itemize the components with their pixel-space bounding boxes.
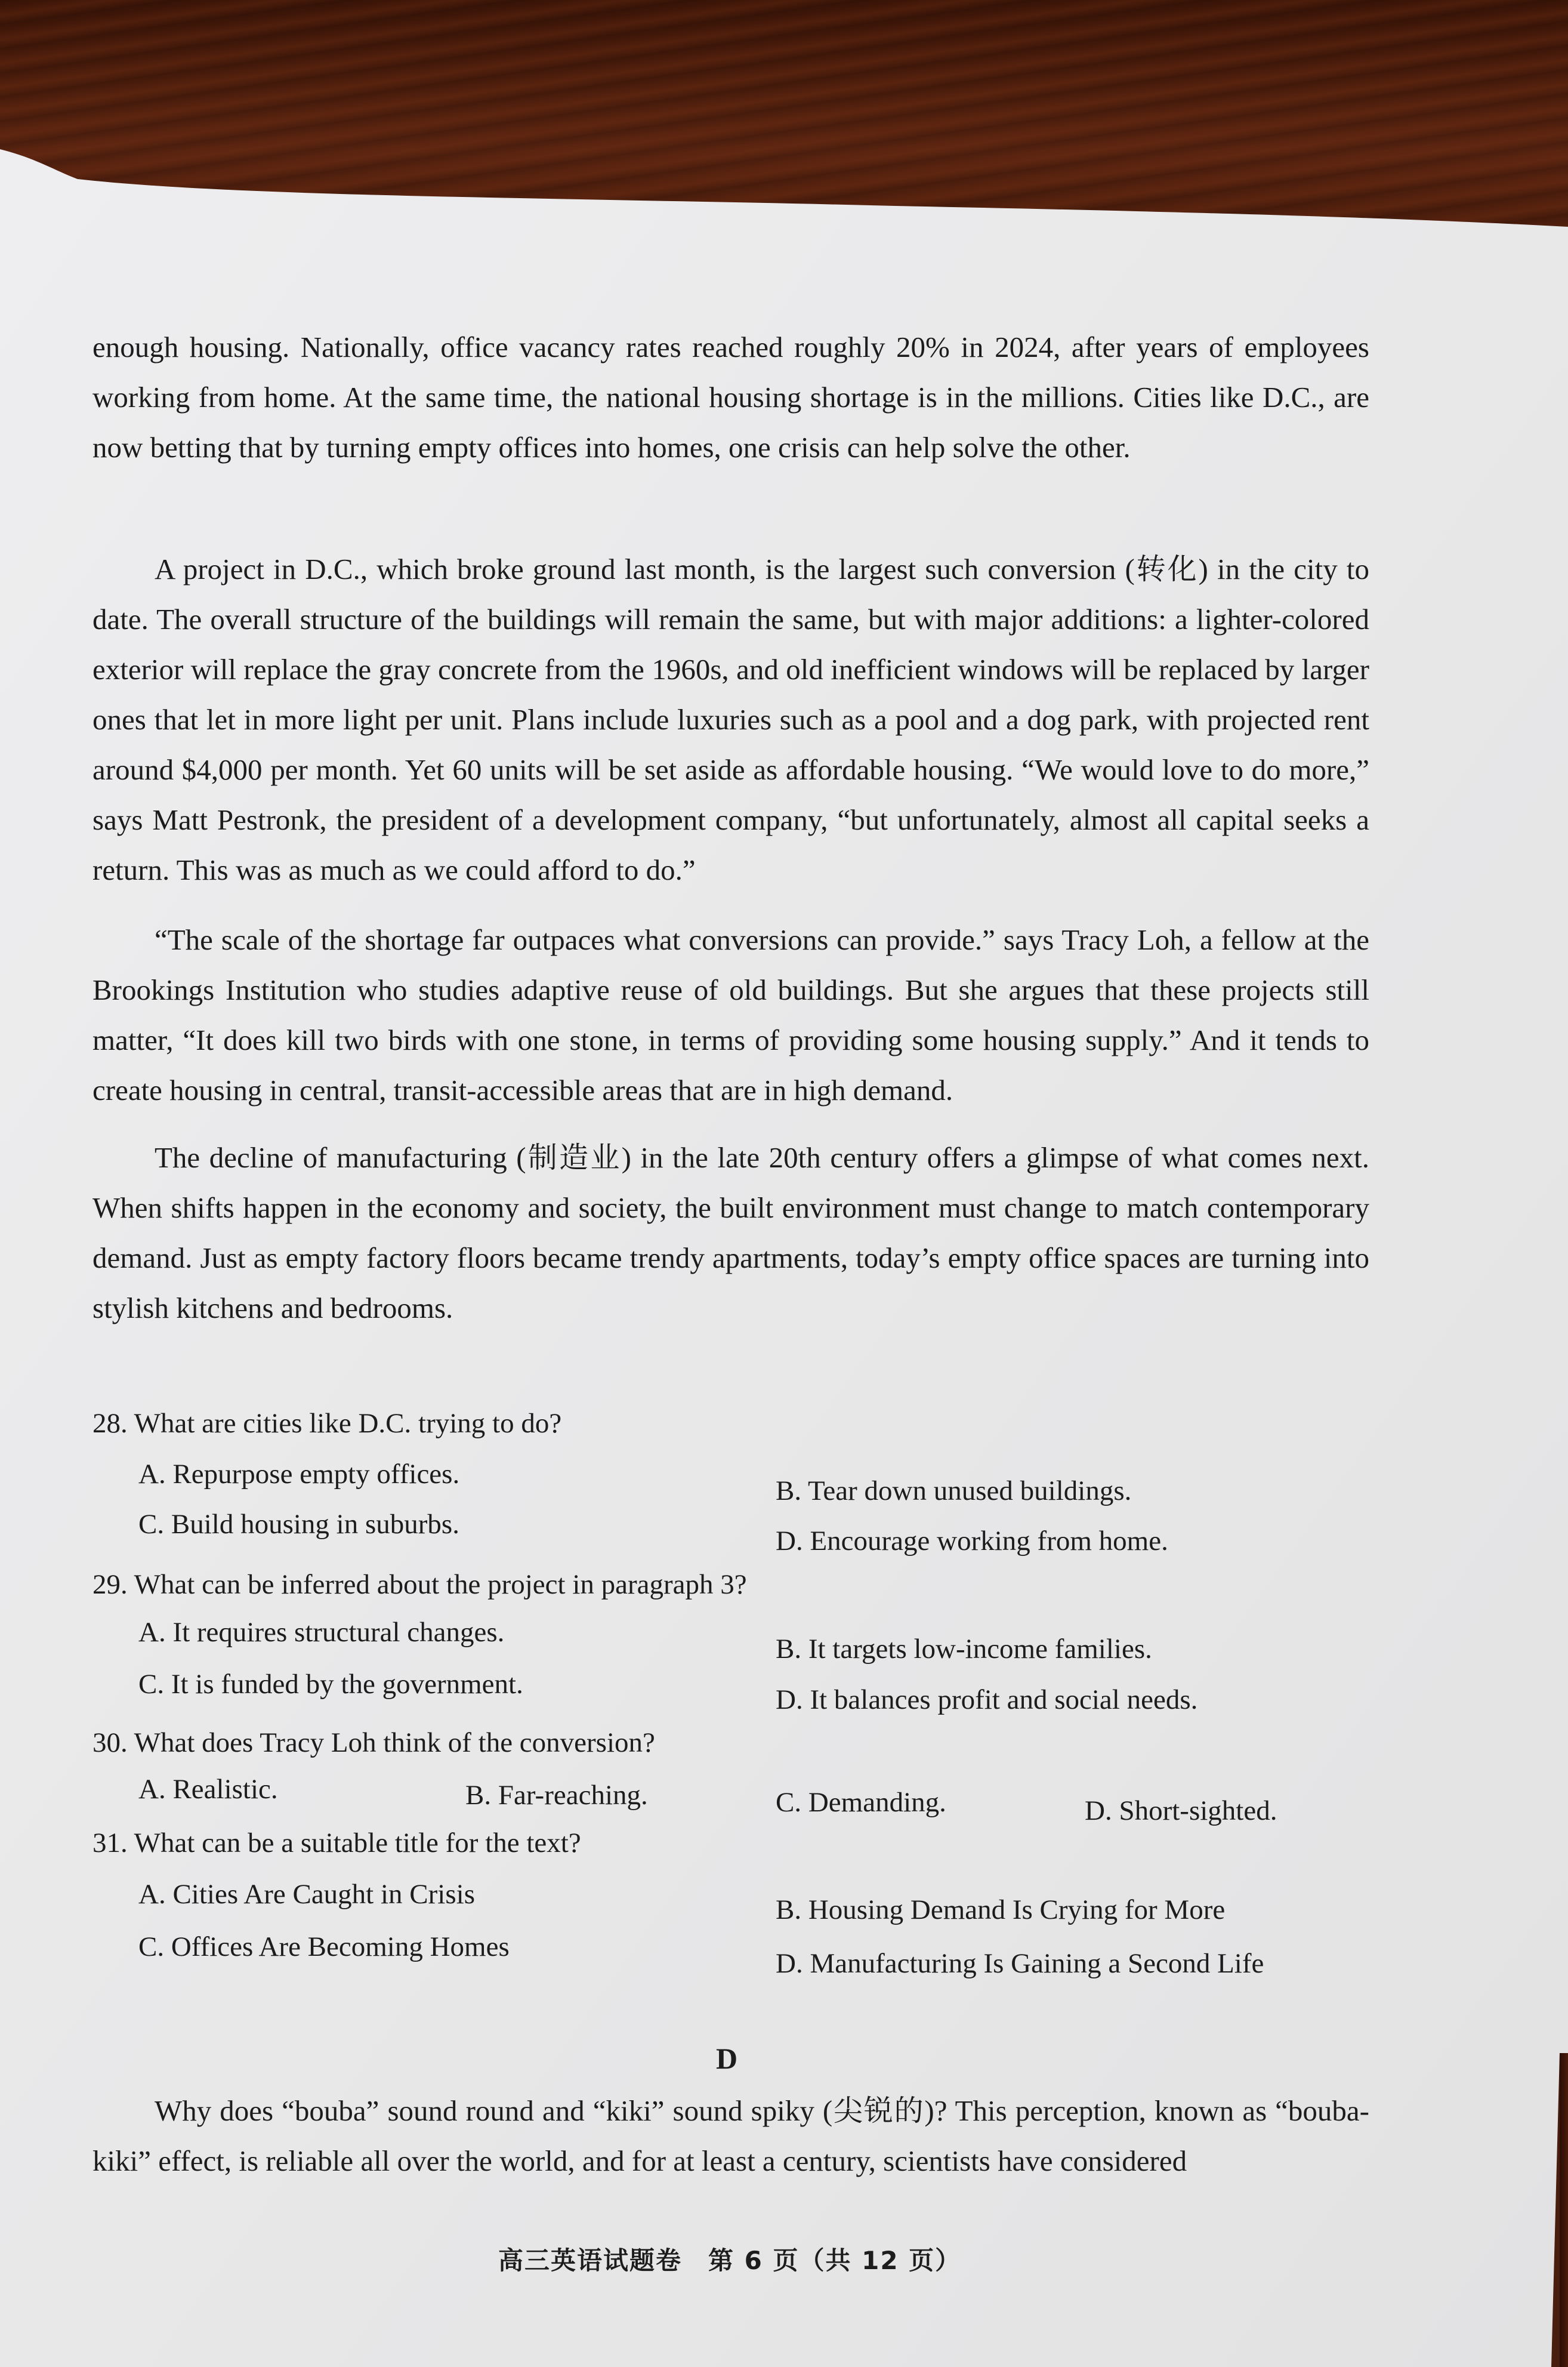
question-29-option-a[interactable]: A. It requires structural changes. xyxy=(138,1617,505,1648)
question-29-option-c[interactable]: C. It is funded by the government. xyxy=(138,1669,523,1700)
passage-d-heading: D xyxy=(716,2042,738,2075)
question-30-option-d[interactable]: D. Short-sighted. xyxy=(1085,1795,1277,1826)
question-28-option-b[interactable]: B. Tear down unused buildings. xyxy=(776,1475,1132,1506)
question-31-option-d[interactable]: D. Manufacturing Is Gaining a Second Life xyxy=(776,1948,1264,1979)
question-30-stem: 30. What does Tracy Loh think of the conversion? xyxy=(92,1727,655,1758)
question-30-option-c[interactable]: C. Demanding. xyxy=(776,1787,946,1818)
question-28-option-d[interactable]: D. Encourage working from home. xyxy=(776,1525,1168,1557)
passage-c-paragraph-4: The decline of manufacturing (制造业) in the late 20th century offers a glimpse of what comes next. When shifts happen in the economy and society, the built environment must change to match contemporary demand. Just as empty factory floors became trendy apartments, today’s empty office spaces are turning into stylish kitchens and bedrooms. xyxy=(92,1141,1369,1324)
question-31-option-b[interactable]: B. Housing Demand Is Crying for More xyxy=(776,1894,1226,1925)
question-29-option-d[interactable]: D. It balances profit and social needs. xyxy=(776,1684,1198,1715)
question-30-option-b[interactable]: B. Far-reaching. xyxy=(465,1780,648,1811)
question-28-option-a[interactable]: A. Repurpose empty offices. xyxy=(138,1459,460,1490)
passage-c-paragraph-1: enough housing. Nationally, office vacancy rates reached roughly 20% in 2024, after years of employees working from home. At the same time, the national housing shortage is in the millions. Cities like D.C., are now betting that by turning empty offices into homes, one crisis can help solve the other. xyxy=(92,331,1369,464)
page-footer: 高三英语试题卷 第 6 页（共 12 页） xyxy=(498,2246,962,2275)
question-28-stem: 28. What are cities like D.C. trying to do? xyxy=(92,1408,562,1439)
question-28-option-c[interactable]: C. Build housing in suburbs. xyxy=(138,1509,459,1540)
question-29-stem: 29. What can be inferred about the project in paragraph 3? xyxy=(92,1569,747,1600)
passage-d-paragraph-1: Why does “bouba” sound round and “kiki” sound spiky (尖锐的)? This perception, known as “bouba-kiki” effect, is reliable all over the world, and for at least a century, scientists have considered xyxy=(92,2094,1369,2177)
passage-c-paragraph-3: “The scale of the shortage far outpaces what conversions can provide.” says Tracy Loh, a fellow at the Brookings Institution who studies adaptive reuse of old buildings. But she argues that these projects still matter, “It does kill two birds with one stone, in terms of providing some housing supply.” And it tends to create housing in central, transit-accessible areas that are in high demand. xyxy=(92,923,1369,1107)
question-31-stem: 31. What can be a suitable title for the text? xyxy=(92,1827,581,1859)
question-31-option-a[interactable]: A. Cities Are Caught in Crisis xyxy=(138,1879,475,1910)
question-30-option-a[interactable]: A. Realistic. xyxy=(138,1774,278,1805)
question-29-option-b[interactable]: B. It targets low-income families. xyxy=(776,1634,1152,1665)
question-31-option-c[interactable]: C. Offices Are Becoming Homes xyxy=(138,1931,510,1962)
passage-c-paragraph-2: A project in D.C., which broke ground last month, is the largest such conversion (转化) in the city to date. The overall structure of the buildings will remain the same, but with major additions: a lighter-colored exterior will replace the gray concrete from the 1960s, and old inefficient windows will be replaced by larger ones that let in more light per unit. Plans include luxuries such as a pool and a dog park, with projected rent around $4,000 per month. Yet 60 units will be set aside as affordable housing. “We would love to do more,” says Matt Pestronk, the president of a development company, “but unfortunately, almost all capital seeks a return. This was as much as we could afford to do.” xyxy=(92,553,1369,886)
